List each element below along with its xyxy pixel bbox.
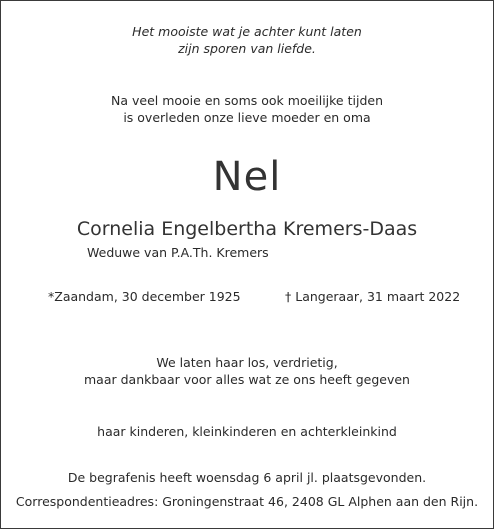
family-signature: haar kinderen, kleinkinderen en achterkleinkind [97, 424, 397, 439]
correspondence-address: Correspondentieadres: Groningenstraat 46, 2408 GL Alphen aan den Rijn. [15, 494, 479, 509]
intro-line-1: Na veel mooie en soms ook moeilijke tijden [111, 93, 383, 108]
death-date: † Langeraar, 31 maart 2022 [285, 289, 461, 304]
deceased-full-name: Cornelia Engelbertha Kremers-Daas [76, 218, 418, 240]
birth-date: *Zaandam, 30 december 1925 [48, 289, 241, 304]
poem-line-2: zijn sporen van liefde. [178, 41, 316, 56]
funeral-notice: De begrafenis heeft woensdag 6 april jl. plaatsgevonden. [67, 470, 427, 485]
widow-of-text: Weduwe van P.A.Th. Kremers [87, 245, 269, 260]
deceased-nickname: Nel [212, 154, 282, 200]
farewell-line-2: maar dankbaar voor alles wat ze ons heeft gegeven [84, 372, 410, 387]
farewell-line-1: We laten haar los, verdrietig, [156, 355, 338, 370]
poem-line-1: Het mooiste wat je achter kunt laten [132, 24, 362, 39]
intro-line-2: is overleden onze lieve moeder en oma [123, 110, 371, 125]
